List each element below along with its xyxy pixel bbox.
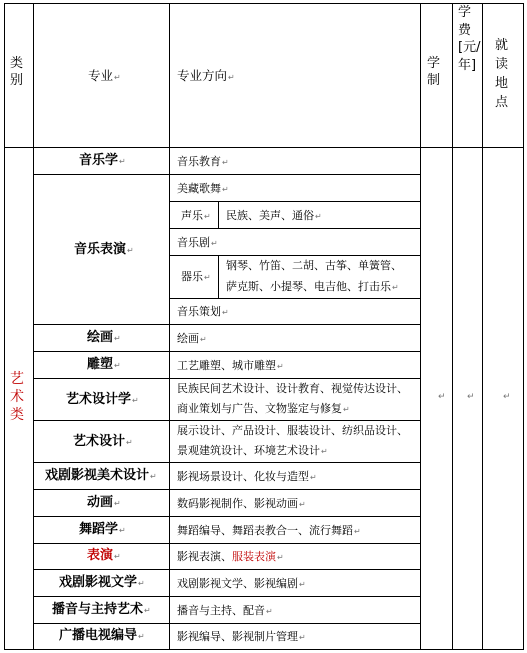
category-label: 艺术类 [10,371,24,423]
major-cell: 播音与主持艺术↵ [52,602,151,617]
direction-cell: 数码影视制作、影视动画↵ [177,497,306,510]
header-location: 就读地点 [495,38,509,110]
direction-cell-line2: 萨克斯、小提琴、电吉他、打击乐↵ [226,280,399,293]
duration-cell: ↵ [438,392,446,402]
header-tuition: 学费[元/年] [458,5,481,73]
direction-cell: 工艺雕塑、城市雕塑↵ [177,359,284,372]
direction-cell-line2: 景观建筑设计、环境艺术设计↵ [177,444,328,457]
major-cell-highlight: 表演↵ [87,548,121,563]
header-direction: 专业方向↵ [177,68,235,83]
sub-label-cell: 声乐↵ [181,209,211,222]
major-cell: 艺术设计学↵ [66,392,139,407]
direction-cell: 影视编导、影视制片管理↵ [177,630,306,643]
direction-cell: 播音与主持、配音↵ [177,604,273,617]
direction-cell: 影视表演、服装表演↵ [177,550,284,563]
direction-cell: 戏剧影视文学、影视编剧↵ [177,577,306,590]
direction-cell: 舞蹈编导、舞蹈表教合一、流行舞蹈↵ [177,524,361,537]
direction-cell: 音乐教育↵ [177,155,229,168]
major-cell: 绘画↵ [87,330,121,345]
direction-highlight: 服装表演 [232,550,276,563]
major-cell: 戏剧影视文学↵ [59,575,145,590]
major-cell: 舞蹈学↵ [79,522,126,537]
direction-cell: 绘画↵ [177,332,207,345]
header-major: 专业↵ [88,68,121,83]
direction-cell-line1: 展示设计、产品设计、服装设计、纺织品设计、 [177,424,408,437]
major-cell: 音乐表演↵ [74,242,134,257]
major-cell: 雕塑↵ [87,357,121,372]
direction-cell: 音乐策划↵ [177,305,229,318]
direction-cell: 音乐剧↵ [177,236,218,249]
major-cell: 艺术设计↵ [73,434,133,449]
direction-cell: 影视场景设计、化妆与造型↵ [177,470,317,483]
major-cell: 音乐学↵ [79,153,126,168]
major-cell: 广播电视编导↵ [59,628,145,643]
sub-label-cell: 器乐↵ [181,270,211,283]
direction-cell-line2: 商业策划与广告、文物鉴定与修复↵ [177,402,350,415]
direction-cell: 美藏歌舞↵ [177,182,229,195]
direction-cell: 民族、美声、通俗↵ [226,209,322,222]
major-cell: 戏剧影视美术设计↵ [45,468,157,483]
tuition-cell: ↵ [467,392,475,402]
header-category: 类别 [10,56,24,88]
direction-cell-line1: 民族民间艺术设计、设计教育、视觉传达设计、 [177,382,408,395]
header-duration: 学制 [427,56,441,88]
location-cell: ↵ [503,392,511,402]
major-cell: 动画↵ [87,495,121,510]
direction-cell-line1: 钢琴、竹笛、二胡、古筝、单簧管、 [226,259,402,272]
